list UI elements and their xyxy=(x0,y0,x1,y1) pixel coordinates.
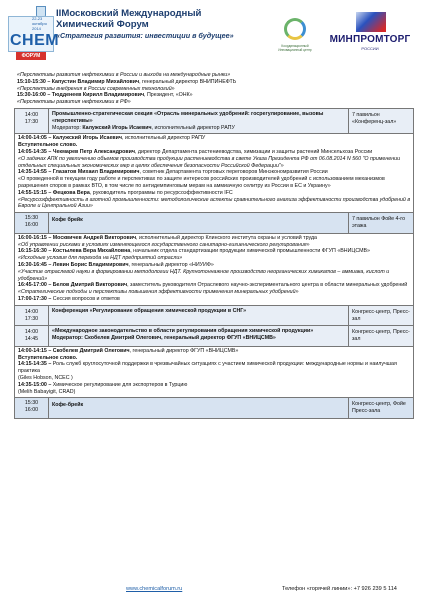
section-international-header xyxy=(14,325,414,346)
program-content xyxy=(14,71,414,419)
top-entries xyxy=(14,71,414,108)
section3-entries xyxy=(14,346,414,398)
program-entry xyxy=(18,289,411,296)
entry-text: (Giles Hobson, NCEC ) xyxy=(18,375,73,382)
section1-time-end: 17:30 xyxy=(24,118,39,125)
ring-icon xyxy=(284,18,306,40)
section1-place: 7 павильон «Конференц-зал» xyxy=(352,111,397,125)
entry-text: «Перспективы внедрения в России современных технологий» xyxy=(17,85,175,92)
coffee1-time-start: 15:30 xyxy=(24,215,39,222)
entry-text: Химическое регулирование для экспортеров в Турцию xyxy=(51,381,188,388)
section3-place: Конгресс-центр, Пресс-зал xyxy=(352,329,410,343)
innovation-center-logo xyxy=(276,18,314,62)
ministry-sub: РОССИИ xyxy=(361,46,379,51)
ministry-name: МИНПРОМТОРГ xyxy=(329,34,411,45)
section2-title: Конференция «Регулирование обращения химической продукции в СНГ» xyxy=(49,306,349,326)
entry-text: , начальник отдела стандартизации продукции химической промышленности ФГУП «ВНИЦСМВ» xyxy=(130,248,371,255)
forum-subtitle: «Стратегия развития: инвестиции в будущее» xyxy=(56,31,234,40)
entry-text: , Президент, «ОНК» xyxy=(144,92,193,99)
program-entry xyxy=(17,72,412,79)
minpromtorg-logo xyxy=(322,12,418,62)
forum-website-link[interactable]: www.chemicalforum.ru xyxy=(126,586,183,592)
program-entry xyxy=(18,235,411,242)
entry-text: «Об управлении рисками в условиях изменяющегося государственного санитарно-гигиенического регулирования» xyxy=(18,241,310,248)
entry-time: 14:55-15:15 – xyxy=(18,189,52,196)
logo-text: CHEM xyxy=(10,32,60,49)
section1-moderator: Калужский Игорь Исаевич xyxy=(82,124,152,131)
section1-time-start: 14:00 xyxy=(24,111,39,118)
coffee2-time-start: 15:30 xyxy=(24,400,39,407)
entry-text: , директор Департамента растениеводства, химизации и защиты растений Минсельхоза России xyxy=(134,148,373,155)
program-entry xyxy=(18,176,411,190)
program-entry xyxy=(17,99,412,106)
entry-text: , советник Департамента торговых переговоров Минэкономразвития России xyxy=(139,169,328,176)
entry-text: , генеральный директор ВНИПИНЕФТЬ xyxy=(139,78,237,85)
section1-entries xyxy=(14,133,414,212)
program-entry xyxy=(18,255,411,262)
entry-speaker: Левин Борис Владимирович xyxy=(51,261,129,268)
program-entry xyxy=(18,382,411,389)
section2-place: Конгресс-центр, Пресс-зал xyxy=(352,308,410,322)
coffee1-place: 7 павильон Фойе 4-го этажа xyxy=(352,216,406,229)
program-entry xyxy=(17,86,412,93)
program-entry xyxy=(18,375,411,382)
entry-text: , генеральный директор «НИУИФ» xyxy=(128,261,214,268)
section3-time-start: 14:00 xyxy=(24,329,39,336)
entry-speaker: Скобелев Дмитрий Олегович xyxy=(51,347,130,354)
entry-speaker: Глазатов Михаил Владимирович xyxy=(51,169,140,176)
section3-title: «Международное законодательство в области регулирования обращения химической продукции» xyxy=(52,328,314,335)
entry-time: 15:10-15:30 – xyxy=(17,78,51,85)
section2-time-end: 17:30 xyxy=(24,315,39,322)
entry-speaker: Тюдденеев Кирилл Владимирович xyxy=(50,92,145,99)
section1-moderator-label: Модератор: xyxy=(52,124,83,131)
section3-moderator-label: Модератор: xyxy=(52,335,85,342)
section1-moderator-role: , исполнительный директор РАПУ xyxy=(151,124,235,131)
section1-entries-b xyxy=(14,234,414,305)
entry-time: 16:30-16:45 – xyxy=(18,261,52,268)
title-line-1: IIМосковский Международный xyxy=(56,8,202,19)
program-entry xyxy=(18,262,411,269)
entry-text: «Ресурсоэффективность в азотной промышленности: методологические аспекты сравнительного анализа эффективности производства удобрений в Европе и Центральной Азии» xyxy=(18,196,411,210)
section-fertilizers-header xyxy=(14,108,414,133)
page-header xyxy=(0,0,426,72)
program-entry xyxy=(18,135,411,142)
title-line-2: Химический Форум xyxy=(56,19,149,30)
entry-text: , руководитель программы по ресурсоэффективности IFC xyxy=(89,189,233,196)
entry-text: Сессия вопросов и ответов xyxy=(51,295,120,302)
entry-text: «О проведенной в текущем году работе и перспективах по защите интересов российских производителей удобрений с использованием механизмов разрешения споров в рамках ВТО, в том числе по антидемпинговым мерам на аммиачную селитру из России в ЕС и Украину» xyxy=(18,176,385,189)
entry-time: 14:35-14:55 – xyxy=(18,169,52,176)
program-entry xyxy=(18,190,411,197)
program-entry xyxy=(18,142,411,149)
entry-speaker: Капустин Владимир Михайлович xyxy=(50,78,140,85)
coffee1-time-end: 16:00 xyxy=(24,221,39,228)
coffee2-place: Конгресс-центр, Фойе Пресс-зала xyxy=(352,401,406,415)
entry-text: , генеральный директор ФГУП «ВНИЦСМВ» xyxy=(129,347,239,354)
section2-time-start: 14:00 xyxy=(24,308,39,315)
entry-text: «Стратегические подходы и перспективы повышения эффективности применения минеральных удобрений» xyxy=(18,289,299,296)
innovation-center-caption: Координационный Инновационный центр xyxy=(278,44,312,52)
entry-text: «Перспективы развития нефтехимии в России и выхода на международные рынки» xyxy=(17,72,231,78)
entry-time: 16:45-17:00 – xyxy=(18,282,52,289)
entry-speaker: Москвичев Андрей Викторович xyxy=(51,234,137,241)
logo-forum-label: ФОРУМ xyxy=(16,52,46,60)
program-entry xyxy=(18,361,411,375)
program-entry xyxy=(18,348,411,355)
coffee-break-1 xyxy=(14,212,414,234)
chem-forum-logo xyxy=(6,6,60,68)
entry-speaker: Фецкова Вера xyxy=(51,189,90,196)
hotline-phone: Телефон «горячей линии»: +7 926 239 5 114 xyxy=(282,586,397,592)
entry-text: , исполнительный директор РАПУ xyxy=(122,135,206,142)
entry-speaker: Белов Дмитрий Викторович xyxy=(51,282,128,289)
entry-text: «О задачах АПК по увеличению объемов производства продукции растениеводства в свете Указа Президента РФ от 06.08.2014 N 560 "О применении отдельных специальных экономических мер в целях обеспечения безопасности Российской Федерации"» xyxy=(18,155,401,169)
entry-text: «Исходные условия для перехода на НДТ предприятий отрасли» xyxy=(18,255,183,262)
entry-text: «Перспективы развития нефтехимии в РФ» xyxy=(17,99,131,106)
entry-time: 14:05-14:35 – xyxy=(18,148,52,155)
page-footer xyxy=(0,583,426,597)
entry-text: «Участие отраслевой науки в формировании методологии НДТ. Крупнотоннажное производство неорганических химикатов – аммиака, кислот и удобрений» xyxy=(18,268,390,282)
coffee2-time-end: 16:00 xyxy=(24,407,39,414)
entry-speaker: Чекмарев Петр Александрович xyxy=(51,148,135,155)
entry-speaker: Вступительное слово. xyxy=(18,354,78,361)
section3-time-end: 14:45 xyxy=(24,336,39,343)
program-entry xyxy=(18,389,411,396)
entry-time: 16:00-16:15 – xyxy=(18,234,52,241)
entry-speaker: Калужский Игорь Исаевич xyxy=(51,135,123,142)
entry-text: Роль служб круглосуточной поддержки в чрезвычайных ситуациях с участием химической продукции: международные нормы и наилучшая практика xyxy=(18,361,397,375)
program-entry xyxy=(18,296,411,303)
entry-time: 14:35-15:00 – xyxy=(18,381,52,388)
entry-time: 16:15-16:30 – xyxy=(18,248,52,255)
entry-text: (Melih Babayigit, CRAD) xyxy=(18,388,76,395)
entry-time: 15:30-16:00 – xyxy=(17,92,51,99)
program-entry xyxy=(17,92,412,99)
entry-time: 14:15-14:35 – xyxy=(18,361,52,368)
coffee2-label: Кофе-брейк xyxy=(49,398,349,418)
program-entry xyxy=(18,149,411,156)
program-entry xyxy=(18,197,411,211)
entry-text: , исполнительный директор Клинского института охраны и условий труда xyxy=(136,234,317,241)
entry-time: 17:00-17:30 – xyxy=(18,295,52,302)
coffee1-label: Кофе брейк xyxy=(49,213,349,233)
section-cis-header xyxy=(14,305,414,326)
forum-title xyxy=(56,8,270,41)
coffee-break-2 xyxy=(14,397,414,419)
entry-text: , заместитель руководителя Отраслевого научно-экспериментального центра в области минеральных удобрений xyxy=(127,282,408,289)
russian-flag-icon xyxy=(356,12,386,32)
program-entry xyxy=(18,269,411,283)
program-entry xyxy=(18,156,411,170)
section3-moderator: Скобелев Дмитрий Олегович, генеральный директор ФГУП «ВНИЦСМВ» xyxy=(84,335,276,342)
entry-speaker: Костылева Вера Михайловна xyxy=(51,248,131,255)
entry-speaker: Вступительное слово. xyxy=(18,142,78,149)
section1-title: Промышленно-стратегическая секция «Отрасль минеральных удобрений: госрегулирование, вызовы «перспективы» xyxy=(52,110,324,124)
entry-time: 14:00-14:15 – xyxy=(18,347,52,354)
logo-dates: 22-23 октября 2014 xyxy=(32,16,47,31)
entry-time: 14:00-14:05 – xyxy=(18,135,52,142)
program-entry xyxy=(17,79,412,86)
